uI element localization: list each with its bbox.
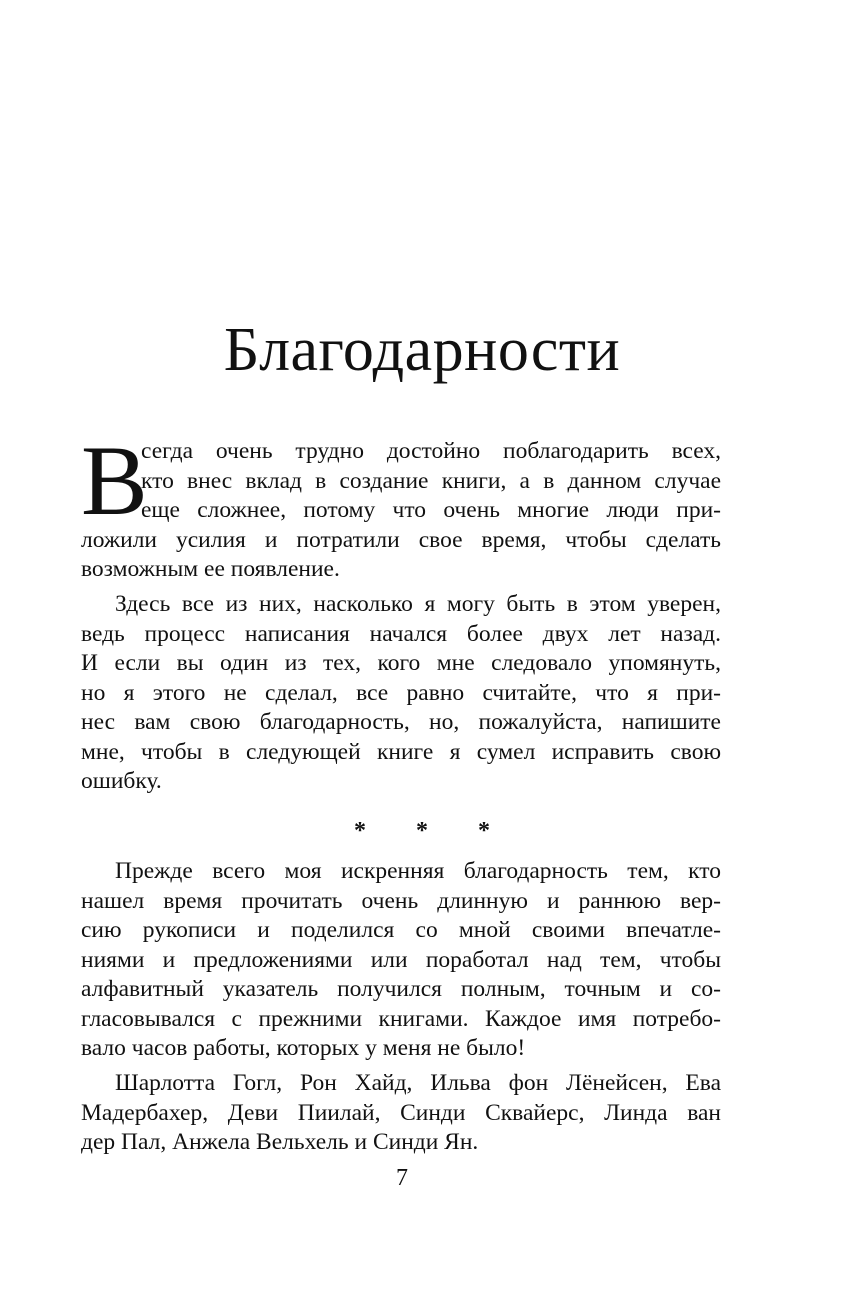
text-line: И если вы один из тех, кого мне следовало упомянуть, [81,650,721,676]
text-line: вало часов работы, которых у меня не было! [81,1035,526,1061]
text-line: мне, чтобы в следующей книге я сумел исправить свою [81,738,721,765]
text-line: ниями и предложениями или поработал над тем, чтобы [81,946,721,973]
text-line: нес вам свою благодарность, но, пожалуйста, напишите [81,709,721,735]
text-line: гласовывался с прежними книгами. Каждое имя потребо- [81,1005,721,1032]
text-line: ведь процесс написания начался более двух лет назад. [81,620,721,647]
text-line: Здесь все из них, насколько я могу быть в этом уверен, [115,591,721,617]
text-line: сию рукописи и поделился со мной своими впечатле- [81,917,721,943]
text-line: но я этого не сделал, все равно считайте, что я при- [81,679,721,706]
paragraph-third [81,857,721,1064]
page-title: Благодарности [223,316,621,384]
paragraph-names [81,1069,721,1158]
text-line: ошибку. [81,768,162,794]
page-number: 7 [396,1165,408,1191]
text-line: кто внес вклад в создание книги, а в данном случае [141,467,721,494]
text-line: нашел время прочитать очень длинную и раннюю вер- [81,887,721,914]
text-line: Мадербахер, Деви Пиилай, Синди Сквайерс, Линда ван [81,1099,721,1126]
text-line: алфавитный указатель получился полным, точным и со- [81,976,721,1002]
text-line: Шарлотта Гогл, Рон Хайд, Ильва фон Лёнейсен, Ева [115,1070,721,1096]
text-line: ложили усилия и потратили свое время, чтобы сделать [81,526,721,553]
text-line: еще сложнее, потому что очень многие люди при- [141,497,721,523]
paragraph-intro [81,425,721,585]
text-line: дер Пал, Анжела Вельхель и Синди Ян. [81,1129,479,1155]
paragraph-second [81,590,721,797]
text-line: возможным ее появление. [81,556,340,582]
text-line: сегда очень трудно достойно поблагодарить всех, [141,438,721,464]
section-separator: * * * [354,818,512,844]
text-line: Прежде всего моя искренняя благодарность тем, кто [115,858,721,884]
drop-cap-letter: В [81,425,148,536]
